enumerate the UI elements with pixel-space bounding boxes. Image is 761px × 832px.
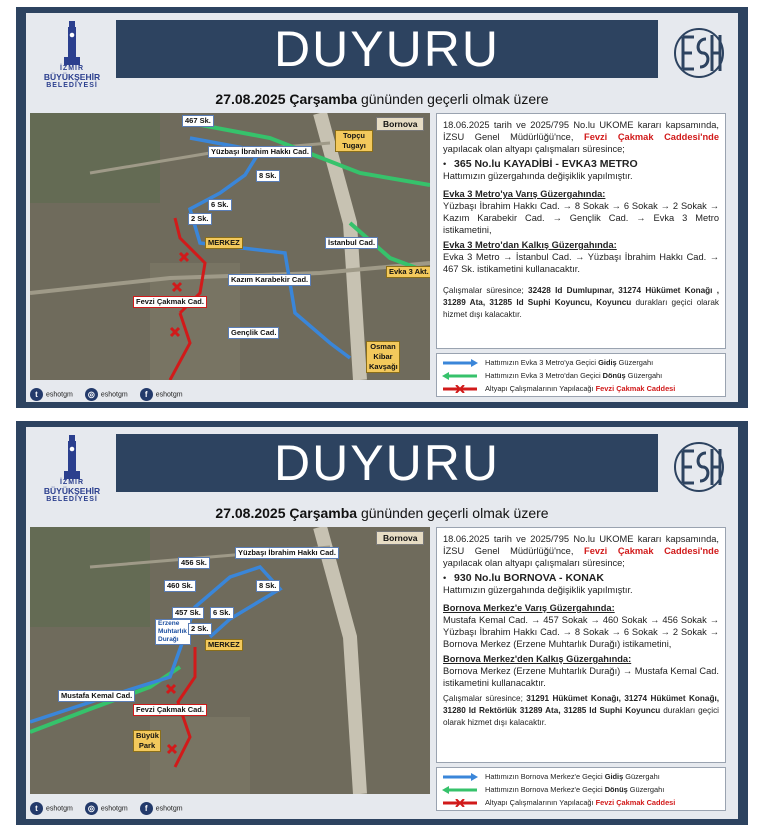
departure-route: Evka 3 Metro → İstanbul Cad. → Yüzbaşı İbrahim Hakkı Cad. → 467 Sk. istikametini kullanacaktır. — [443, 252, 719, 274]
legend-text: Altyapı Çalışmalarının Yapılacağı — [485, 384, 596, 393]
green-arrow-icon — [441, 786, 479, 794]
page-title: DUYURU — [116, 434, 658, 492]
arrival-heading: Evka 3 Metro'ya Varış Güzergahında: — [443, 189, 606, 199]
legend-street: Fevzi Çakmak Caddesi — [595, 384, 676, 393]
closed-road-icon — [441, 385, 479, 393]
map-label-6sk: 6 Sk. — [210, 607, 234, 619]
map-label-kazim: Kazım Karabekir Cad. — [228, 274, 311, 286]
social-twitter[interactable] — [30, 388, 73, 401]
legend-text: Güzergahı — [625, 371, 663, 380]
arrival-heading: Bornova Merkez'e Varış Güzergahında: — [443, 603, 615, 613]
map-label-merkez: MERKEZ — [205, 639, 243, 651]
change-note: Hattımızın güzergahında değişiklik yapılmıştır. — [443, 171, 633, 181]
announcement-panel-365 — [16, 7, 748, 408]
validity-date — [26, 505, 738, 521]
legend-bold: Dönüş — [602, 371, 626, 380]
logo-line3: BELEDİYESİ — [46, 82, 98, 89]
legend-back — [441, 783, 721, 796]
route-name: 365 No.lu KAYADİBİ - EVKA3 METRO — [454, 158, 638, 170]
facebook-icon: f — [140, 802, 153, 815]
date-rest: gününden geçerli olmak üzere — [357, 505, 549, 521]
map-label-467: 467 Sk. — [182, 115, 214, 127]
legend-text: Hattımızın Bornova Merkez'e Geçici — [485, 785, 605, 794]
facebook-icon: f — [140, 388, 153, 401]
departure-heading: Evka 3 Metro'dan Kalkış Güzergahında: — [443, 240, 617, 250]
legend-bold: Dönüş — [604, 785, 628, 794]
map-label-evka3: Evka 3 Akt. — [386, 266, 430, 278]
social-twitter[interactable] — [30, 802, 73, 815]
legend-work — [441, 796, 721, 809]
social-handle: eshotgm — [155, 804, 183, 812]
intro-paragraph — [443, 533, 719, 569]
departure-heading: Bornova Merkez'den Kalkış Güzergahında: — [443, 654, 632, 664]
route-map — [30, 113, 430, 380]
logo-city: İZMİR — [59, 479, 85, 486]
logo-city: İZMİR — [59, 65, 85, 72]
intro-a: 18.06.2025 tarih ve 2025/795 No.lu UKOME kararı kapsamında, İZSU Genel Müdürlüğü'nce, — [443, 534, 719, 556]
logo-line2: BÜYÜKŞEHİR — [43, 486, 101, 496]
social-handle: eshotgm — [46, 390, 73, 398]
map-label-topcu: Topçu Tugayı — [335, 130, 373, 152]
panel-content — [26, 13, 738, 402]
route-line: • 930 No.lu BORNOVA - KONAK — [443, 572, 604, 584]
izmir-logo — [32, 19, 112, 95]
map-label-8sk: 8 Sk. — [256, 580, 280, 592]
stops-a: Çalışmalar süresince; — [443, 286, 529, 295]
map-label-istanbul: İstanbul Cad. — [325, 237, 378, 249]
legend-go — [441, 356, 721, 369]
panel-content — [26, 427, 738, 819]
legend-text: Hattımızın Bornova Merkez'e Geçici — [485, 772, 605, 781]
legend-back — [441, 369, 721, 382]
logo-line2: BÜYÜKŞEHİR — [43, 72, 101, 82]
intro-street: Fevzi Çakmak Caddesi'nde — [584, 132, 719, 142]
stops-c: durakları geçici olarak hizmet dışı kalacaktır. — [443, 298, 719, 319]
legend-street: Fevzi Çakmak Caddesi — [595, 798, 676, 807]
arrival-route: Mustafa Kemal Cad. → 457 Sokak → 460 Sokak → 456 Sokak → Yüzbaşı İbrahim Hakkı Cad. → 8 Sokak → 6 Sokak → 2 Sokak → Bornova Merkez (Erzene Muhtarlık Durağı) istikametini, — [443, 615, 719, 649]
route-line: • 365 No.lu KAYADİBİ - EVKA3 METRO — [443, 158, 638, 170]
closed-road-icon — [441, 799, 479, 807]
map-graphic — [30, 527, 430, 794]
change-note: Hattımızın güzergahında değişiklik yapılmıştır. — [443, 585, 633, 595]
map-label-2sk: 2 Sk. — [188, 623, 212, 635]
green-arrow-icon — [441, 372, 479, 380]
date-rest: gününden geçerli olmak üzere — [357, 91, 549, 107]
stops-a: Çalışmalar süresince; — [443, 694, 527, 703]
legend-bold: Gidiş — [604, 772, 624, 781]
map-label-mustafa: Mustafa Kemal Cad. — [58, 690, 135, 702]
blue-arrow-icon — [441, 359, 479, 367]
blue-arrow-icon — [441, 773, 479, 781]
social-facebook[interactable] — [140, 802, 183, 815]
twitter-icon: t — [30, 802, 43, 815]
izmir-logo — [32, 433, 112, 509]
arrival-route: Yüzbaşı İbrahim Hakkı Cad. → 8 Sokak → 6 Sokak → 2 Sokak → Kazım Karabekir Cad. → Gençlik Cad. → Evka 3 Metro istikametini, — [443, 201, 719, 235]
stops-note — [443, 693, 719, 729]
map-label-buyukpark: Büyük Park — [133, 730, 161, 752]
map-label-genclik: Gençlik Cad. — [228, 327, 279, 339]
legend-work — [441, 382, 721, 395]
intro-b: yapılacak olan altyapı çalışmaları süresince; — [443, 558, 625, 568]
map-label-merkez: MERKEZ — [205, 237, 243, 249]
intro-b: yapılacak olan altyapı çalışmaları süresince; — [443, 144, 625, 154]
date-bold: 27.08.2025 Çarşamba — [215, 505, 358, 521]
social-links — [30, 385, 183, 403]
map-label-fevzi: Fevzi Çakmak Cad. — [133, 704, 207, 716]
map-label-yuzbasi: Yüzbaşı İbrahim Hakkı Cad. — [208, 146, 312, 158]
intro-paragraph — [443, 119, 719, 155]
social-facebook[interactable] — [140, 388, 183, 401]
twitter-icon: t — [30, 388, 43, 401]
map-label-6sk: 6 Sk. — [208, 199, 232, 211]
map-label-osman: Osman Kibar Kavşağı — [366, 341, 400, 373]
map-legend — [436, 767, 726, 811]
legend-text: Altyapı Çalışmalarının Yapılacağı — [485, 798, 596, 807]
social-handle: eshotgm — [100, 390, 128, 398]
eshot-logo-icon — [668, 437, 730, 497]
legend-text: Güzergahı — [616, 358, 654, 367]
social-handle: eshotgm — [100, 804, 128, 812]
map-label-457: 457 Sk. — [172, 607, 204, 619]
social-handle: eshotgm — [155, 390, 183, 398]
map-label-area: Bornova — [376, 117, 424, 131]
instagram-icon: ◎ — [85, 802, 98, 815]
stops-c: durakları geçici olarak hizmet dışı kalacaktır. — [443, 706, 719, 727]
legend-text: Hattımızın Evka 3 Metro'ya Geçici — [485, 358, 599, 367]
legend-bold: Gidiş — [598, 358, 617, 367]
instagram-icon: ◎ — [85, 388, 98, 401]
route-name: 930 No.lu BORNOVA - KONAK — [454, 572, 604, 584]
social-links — [30, 799, 183, 817]
stops-list: 31291 Hükümet Konağı, 31274 Hükümet Konağı, 31280 Id Rektörlük 31289 Ata, 31285 Id Suphi Koyuncu — [443, 694, 719, 715]
clock-tower-icon — [61, 433, 83, 479]
announcement-panel-930 — [16, 421, 748, 825]
map-label-fevzi: Fevzi Çakmak Cad. — [133, 296, 207, 308]
map-label-area: Bornova — [376, 531, 424, 545]
announcement-text — [436, 113, 726, 349]
clock-tower-icon — [61, 19, 83, 65]
intro-street: Fevzi Çakmak Caddesi'nde — [584, 546, 719, 556]
legend-go — [441, 770, 721, 783]
logo-line3: BELEDİYESİ — [46, 496, 98, 503]
map-label-erzene: Erzene Muhtarlık Durağı — [155, 619, 191, 645]
stops-note — [443, 285, 719, 321]
map-label-yuzbasi: Yüzbaşı İbrahim Hakkı Cad. — [235, 547, 339, 559]
stops-list: 32428 Id Dumlupınar, 31274 Hükümet Konağı , 31289 Ata, 31285 Id Suphi Koyuncu, Koyuncu — [443, 286, 719, 307]
map-legend — [436, 353, 726, 397]
legend-text: Güzergahı — [623, 772, 660, 781]
route-map — [30, 527, 430, 794]
social-instagram[interactable] — [85, 802, 128, 815]
map-label-460: 460 Sk. — [164, 580, 196, 592]
map-label-456: 456 Sk. — [178, 557, 210, 569]
legend-text: Hattımızın Evka 3 Metro'dan Geçici — [485, 371, 603, 380]
eshot-logo-icon — [668, 23, 730, 83]
date-bold: 27.08.2025 Çarşamba — [215, 91, 358, 107]
validity-date — [26, 91, 738, 107]
map-label-2sk: 2 Sk. — [188, 213, 212, 225]
social-instagram[interactable] — [85, 388, 128, 401]
announcement-text — [436, 527, 726, 763]
intro-a: 18.06.2025 tarih ve 2025/795 No.lu UKOME kararı kapsamında, İZSU Genel Müdürlüğü'nce, — [443, 120, 719, 142]
page-title: DUYURU — [116, 20, 658, 78]
legend-text: Güzergahı — [627, 785, 665, 794]
social-handle: eshotgm — [46, 804, 73, 812]
map-label-8sk: 8 Sk. — [256, 170, 280, 182]
departure-route: Bornova Merkez (Erzene Muhtarlık Durağı) → Mustafa Kemal Cad. istikametini kullanacaktır. — [443, 666, 719, 688]
